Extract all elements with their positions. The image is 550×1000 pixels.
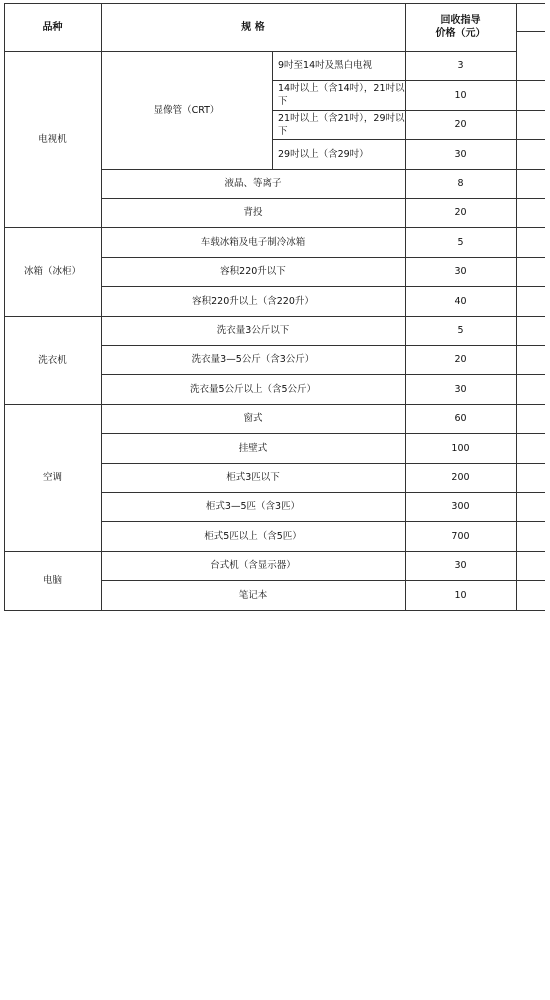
side-column-line	[516, 31, 545, 32]
price-cell: 30	[454, 560, 467, 571]
header-spec: 规 格	[241, 21, 265, 33]
price-column-border	[405, 3, 406, 611]
category-cell: 电脑	[42, 575, 62, 586]
price-cell: 10	[454, 89, 467, 101]
spec-cell: 柜式3—5匹（含3匹）	[205, 501, 301, 512]
category-cell: 电视机	[38, 133, 67, 145]
spec-cell: 窗式	[243, 413, 263, 424]
header-price-line2: 价格（元）	[435, 28, 486, 39]
spec-cell: 背投	[243, 207, 263, 218]
subgroup-divider	[272, 51, 273, 170]
table-left-border	[4, 3, 5, 611]
category-column-border	[101, 3, 102, 611]
price-cell: 20	[454, 207, 467, 218]
price-cell: 20	[454, 119, 467, 130]
spec-cell: 笔记本	[238, 589, 268, 601]
category-cell: 空调	[42, 472, 62, 483]
price-cell: 100	[451, 442, 470, 454]
price-cell: 5	[457, 236, 464, 248]
price-cell: 60	[454, 413, 467, 424]
side-column-border	[516, 3, 517, 611]
spec-cell: 柜式3匹以下	[226, 472, 280, 483]
spec-cell: 台式机（含显示器）	[210, 560, 296, 571]
price-cell: 20	[454, 354, 467, 365]
row-line	[272, 110, 545, 111]
spec-cell: 容积220升以上（含220升）	[192, 295, 314, 307]
price-cell: 30	[454, 383, 467, 395]
spec-cell: 洗衣量3—5公斤（含3公斤）	[191, 354, 315, 365]
spec-cell: 洗衣量5公斤以上（含5公斤）	[189, 383, 317, 395]
price-cell: 40	[454, 295, 467, 307]
category-cell: 冰箱（冰柜）	[23, 266, 81, 277]
spec-cell: 21吋以上（含21吋），29吋以下	[278, 112, 405, 137]
header-price	[405, 3, 516, 51]
subgroup-label: 显像管（CRT）	[153, 104, 220, 116]
spec-cell: 车载冰箱及电子制冷冰箱	[200, 236, 306, 248]
price-cell: 8	[457, 178, 464, 189]
price-cell: 3	[457, 60, 464, 71]
price-cell: 10	[454, 589, 467, 601]
group-border	[4, 610, 545, 611]
price-cell: 5	[457, 325, 464, 336]
spec-cell: 柜式5匹以上（含5匹）	[204, 530, 302, 542]
price-cell: 30	[454, 266, 467, 277]
price-cell: 300	[451, 501, 470, 512]
row-line	[272, 80, 545, 81]
table-top-border	[4, 3, 545, 4]
row-line	[272, 139, 545, 140]
price-cell: 700	[451, 530, 470, 542]
price-cell: 200	[451, 472, 470, 483]
header-category: 品种	[42, 21, 63, 33]
header-price-line1: 回收指导	[440, 15, 481, 26]
spec-cell: 14吋以上（含14吋），21吋以下	[278, 83, 405, 107]
spec-cell: 洗衣量3公斤以下	[216, 325, 290, 336]
spec-cell: 挂壁式	[238, 442, 268, 454]
spec-cell: 液晶、等离子	[224, 178, 282, 189]
category-cell: 洗衣机	[38, 354, 67, 366]
spec-cell: 容积220升以下	[220, 266, 286, 277]
spec-cell: 9吋至14吋及黑白电视	[278, 60, 373, 71]
price-cell: 30	[454, 148, 467, 160]
spec-cell: 29吋以上（含29吋）	[278, 148, 369, 160]
